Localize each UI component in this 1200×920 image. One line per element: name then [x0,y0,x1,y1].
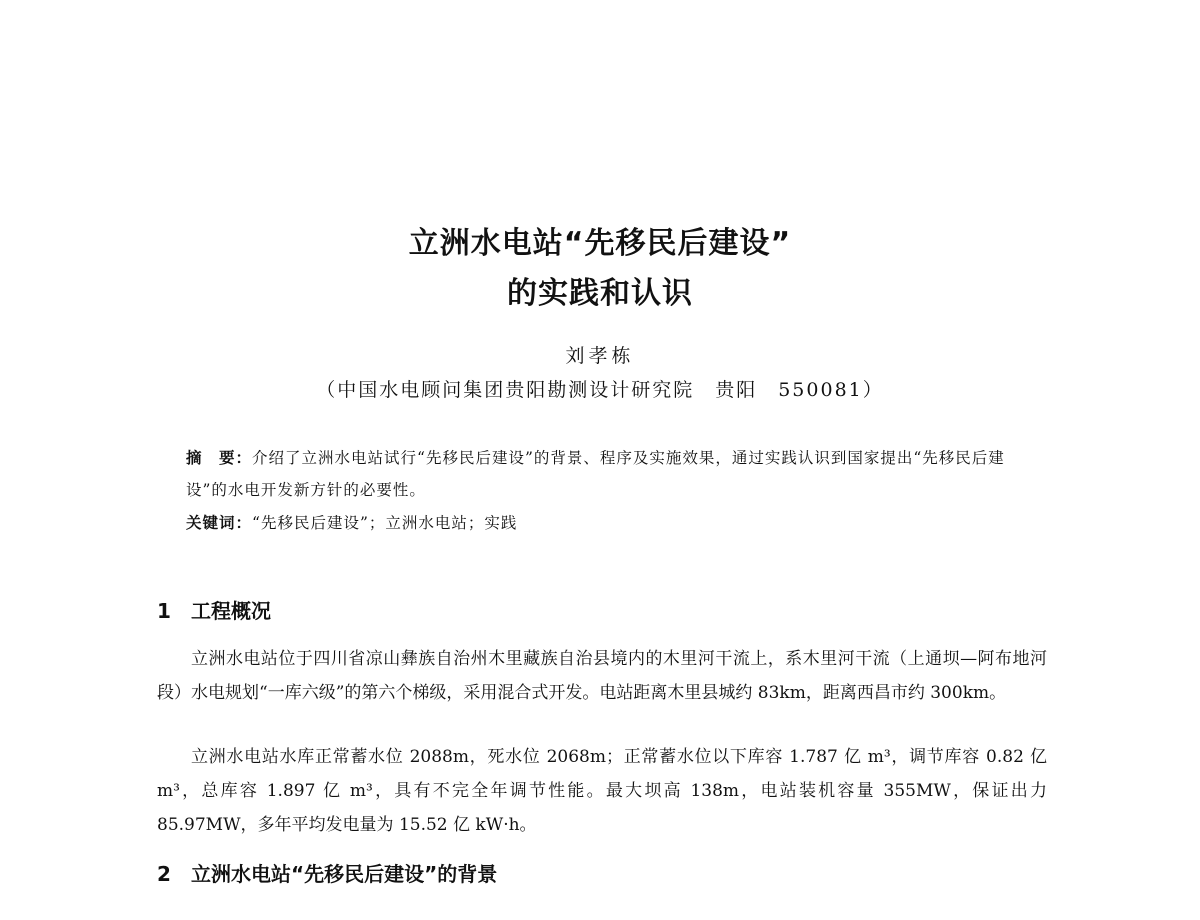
paper-title-line-2: 的实践和认识 [507,276,693,311]
abstract-block [186,442,1026,506]
paper-title-line-1: 立洲水电站“先移民后建设” [408,226,792,261]
keywords-label: 关键词： [186,513,253,532]
keywords-text: “先移民后建设”；立洲水电站；实践 [252,514,518,532]
section-heading-2 [157,858,497,887]
author-affiliation: （中国水电顾问集团贵阳勘测设计研究院 贵阳 550081） [316,379,884,401]
section-number: 2 [157,862,171,886]
abstract-label: 摘 要： [186,448,253,467]
abstract-text: 介绍了立洲水电站试行“先移民后建设”的背景、程序及实施效果，通过实践认识到国家提出“先移民后建设”的水电开发新方针的必要性。 [186,449,1005,499]
body-paragraph-1: 立洲水电站位于四川省凉山彝族自治州木里藏族自治县境内的木里河干流上，系木里河干流（上通坝—阿布地河段）水电规划“一库六级”的第六个梯级，采用混合式开发。电站距离木里县城约 83km，距离西昌市约 300km。 [157,649,1047,703]
section-heading-1 [157,595,271,624]
section-number: 1 [157,599,171,623]
author-name: 刘孝栋 [565,345,635,367]
section-title: 立洲水电站“先移民后建设”的背景 [191,862,498,886]
body-paragraph-2: 立洲水电站水库正常蓄水位 2088m，死水位 2068m；正常蓄水位以下库容 1.787 亿 m³，调节库容 0.82 亿 m³，总库容 1.897 亿 m³，具有不完全年调节性能。最大坝高 138m，电站装机容量 355MW，保证出力 85.97MW，多年平均发电量为 15.52 亿 kW·h。 [157,747,1048,835]
section-title: 工程概况 [191,599,271,623]
keywords-block [186,507,1026,539]
